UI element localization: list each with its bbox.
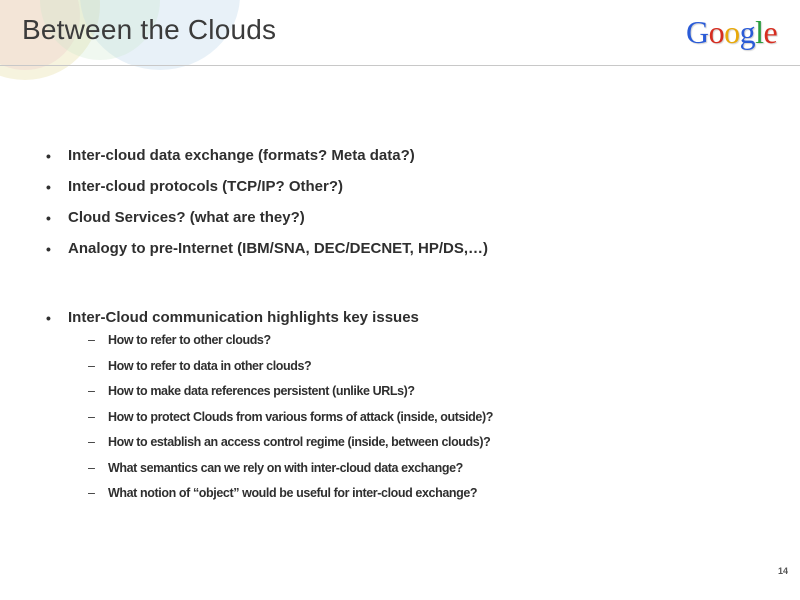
bullet-marker: • — [46, 241, 51, 257]
dash-marker: – — [88, 486, 95, 500]
sub-bullet-item — [88, 485, 786, 501]
google-logo — [686, 16, 777, 48]
sub-bullet-item — [88, 358, 786, 374]
bullet-item — [46, 239, 786, 259]
bullet-text: Analogy to pre-Internet (IBM/SNA, DEC/DECNET, HP/DS,…) — [68, 240, 489, 257]
sub-bullet-item — [88, 383, 786, 399]
sub-bullet-item — [88, 409, 786, 425]
bullet-marker: • — [46, 210, 51, 226]
bullet-item — [46, 177, 786, 197]
sub-bullet-item — [88, 434, 786, 450]
bullet-text: Cloud Services? (what are they?) — [68, 209, 305, 226]
sub-bullet-item — [88, 332, 786, 348]
bullet-item — [46, 146, 786, 166]
sub-bullet-text: What semantics can we rely on with inter-cloud data exchange? — [108, 460, 463, 475]
sub-bullet-text: How to make data references persistent (unlike URLs)? — [108, 384, 415, 398]
dash-marker: – — [88, 460, 95, 475]
dash-marker: – — [88, 333, 95, 347]
page-number: 14 — [778, 566, 789, 576]
bullet-marker: • — [46, 310, 51, 326]
logo-letter: g — [739, 14, 756, 50]
logo-letter: o — [708, 14, 725, 50]
sub-bullet-text: How to refer to data in other clouds? — [108, 358, 312, 373]
bullet-list — [46, 308, 786, 501]
logo-letter: o — [724, 14, 740, 50]
bullet-list — [46, 146, 786, 259]
sub-bullet-list — [68, 332, 786, 501]
logo-letter: G — [686, 14, 709, 50]
bullet-marker: • — [46, 179, 51, 195]
slide-title: Between the Clouds — [22, 14, 277, 45]
slide-body — [46, 146, 786, 512]
sub-bullet-text: How to establish an access control regime (inside, between clouds)? — [108, 435, 491, 449]
sub-bullet-item — [88, 460, 786, 476]
bullet-item — [46, 308, 786, 501]
sub-bullet-text: How to protect Clouds from various forms of attack (inside, outside)? — [108, 409, 493, 424]
bullet-item — [46, 208, 786, 228]
logo-letter: l — [755, 14, 764, 50]
title-divider — [0, 65, 800, 66]
bullet-text: Inter-cloud protocols (TCP/IP? Other?) — [68, 178, 343, 195]
dash-marker: – — [88, 384, 95, 398]
dash-marker: – — [88, 409, 95, 424]
spacer — [46, 270, 786, 308]
dash-marker: – — [88, 435, 95, 449]
sub-bullet-text: How to refer to other clouds? — [108, 333, 271, 347]
bullet-text: Inter-cloud data exchange (formats? Meta data?) — [68, 147, 415, 164]
sub-bullet-text: What notion of “object” would be useful for inter-cloud exchange? — [108, 486, 478, 500]
dash-marker: – — [88, 358, 95, 373]
logo-letter: e — [763, 14, 778, 50]
bullet-text: Inter-Cloud communication highlights key issues — [68, 309, 419, 326]
bullet-marker: • — [46, 148, 51, 164]
